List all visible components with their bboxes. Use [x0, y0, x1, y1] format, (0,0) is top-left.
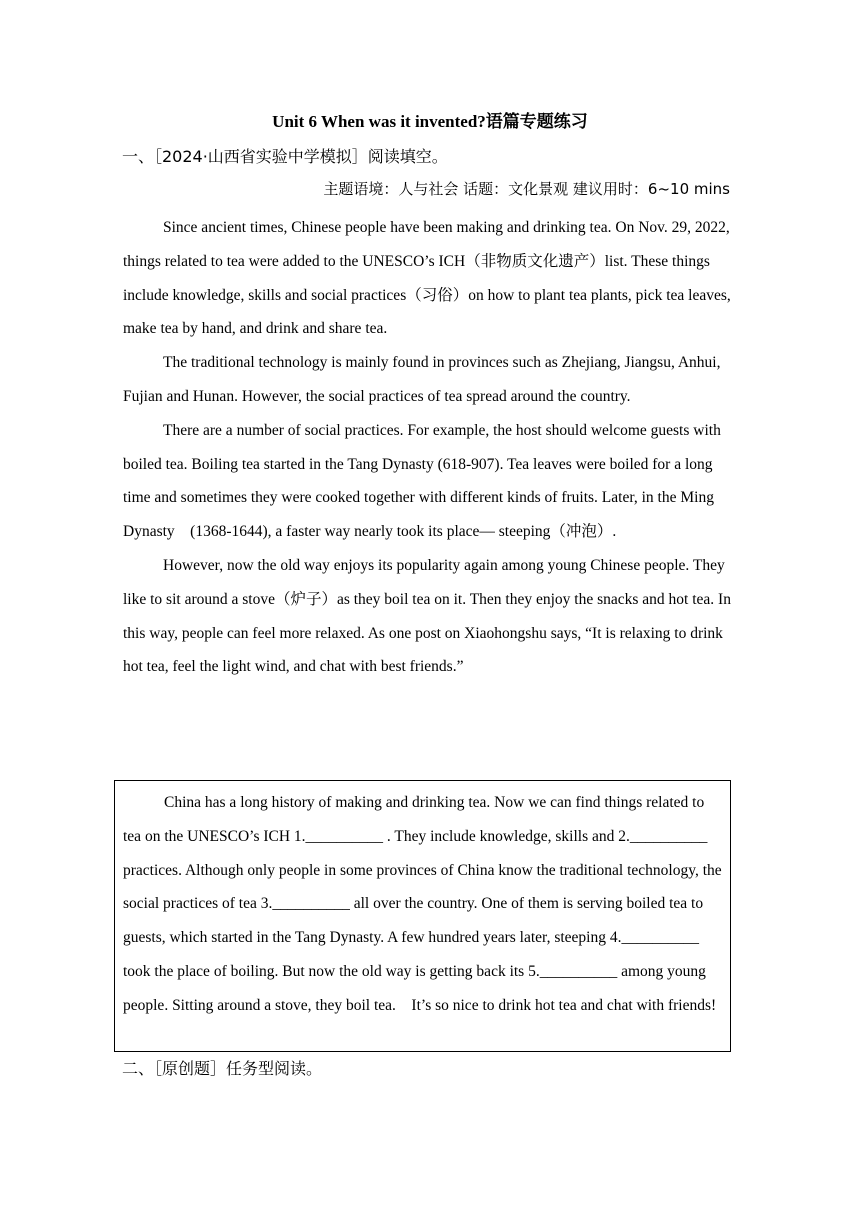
- section-1-meta: 主题语境：人与社会 话题：文化景观 建议用时：6~10 mins: [323, 180, 730, 198]
- reading-passage: [123, 211, 735, 684]
- document-title: Unit 6 When was it invented?语篇专题练习: [272, 112, 588, 131]
- passage-paragraph-3: There are a number of social practices. For example, the host should welcome guests with boiled tea. Boiling tea started in the Tang Dynasty (618-907). Tea leaves were boiled for a long time and sometimes they were cooked together with different kinds of fruits. Later, in the Ming Dynasty (1368-1644), a faster way nearly took its place— steeping（冲泡）.: [123, 421, 721, 541]
- summary-box: [114, 780, 731, 1052]
- passage-paragraph-1: Since ancient times, Chinese people have been making and drinking tea. On Nov. 29, 2022, things related to tea were added to the UNESCO’s ICH（非物质文化遗产）list. These things include knowledge, skills and social practices（习俗）on how to plant tea plants, pick tea leaves, make tea by hand, and drink and share tea.: [123, 219, 731, 338]
- section-1-heading: 一、［2024·山西省实验中学模拟］阅读填空。: [122, 147, 448, 166]
- passage-paragraph-2: The traditional technology is mainly found in provinces such as Zhejiang, Jiangsu, Anhui, Fujian and Hunan. However, the social practices of tea spread around the country.: [123, 354, 721, 405]
- section-2-heading: 二、［原创题］任务型阅读。: [122, 1059, 323, 1078]
- summary-text: China has a long history of making and drinking tea. Now we can find things related to tea on the UNESCO’s ICH 1.__________ . They include knowledge, skills and 2.__________ practices. Although only people in some provinces of China know the traditional technology, the social practices of tea 3.__________ all over the country. One of them is serving boiled tea to guests, which started in the Tang Dynasty. A few hundred years later, steeping 4.__________ took the place of boiling. But now the old way is getting back its 5.__________ among young people. Sitting around a stove, they boil tea. It’s so nice to drink hot tea and chat with friends!: [123, 794, 722, 1014]
- passage-paragraph-4: However, now the old way enjoys its popularity again among young Chinese people. They like to sit around a stove（炉子）as they boil tea on it. Then they enjoy the snacks and hot tea. In this way, people can feel more relaxed. As one post on Xiaohongshu says, “It is relaxing to drink hot tea, feel the light wind, and chat with best friends.”: [123, 556, 731, 676]
